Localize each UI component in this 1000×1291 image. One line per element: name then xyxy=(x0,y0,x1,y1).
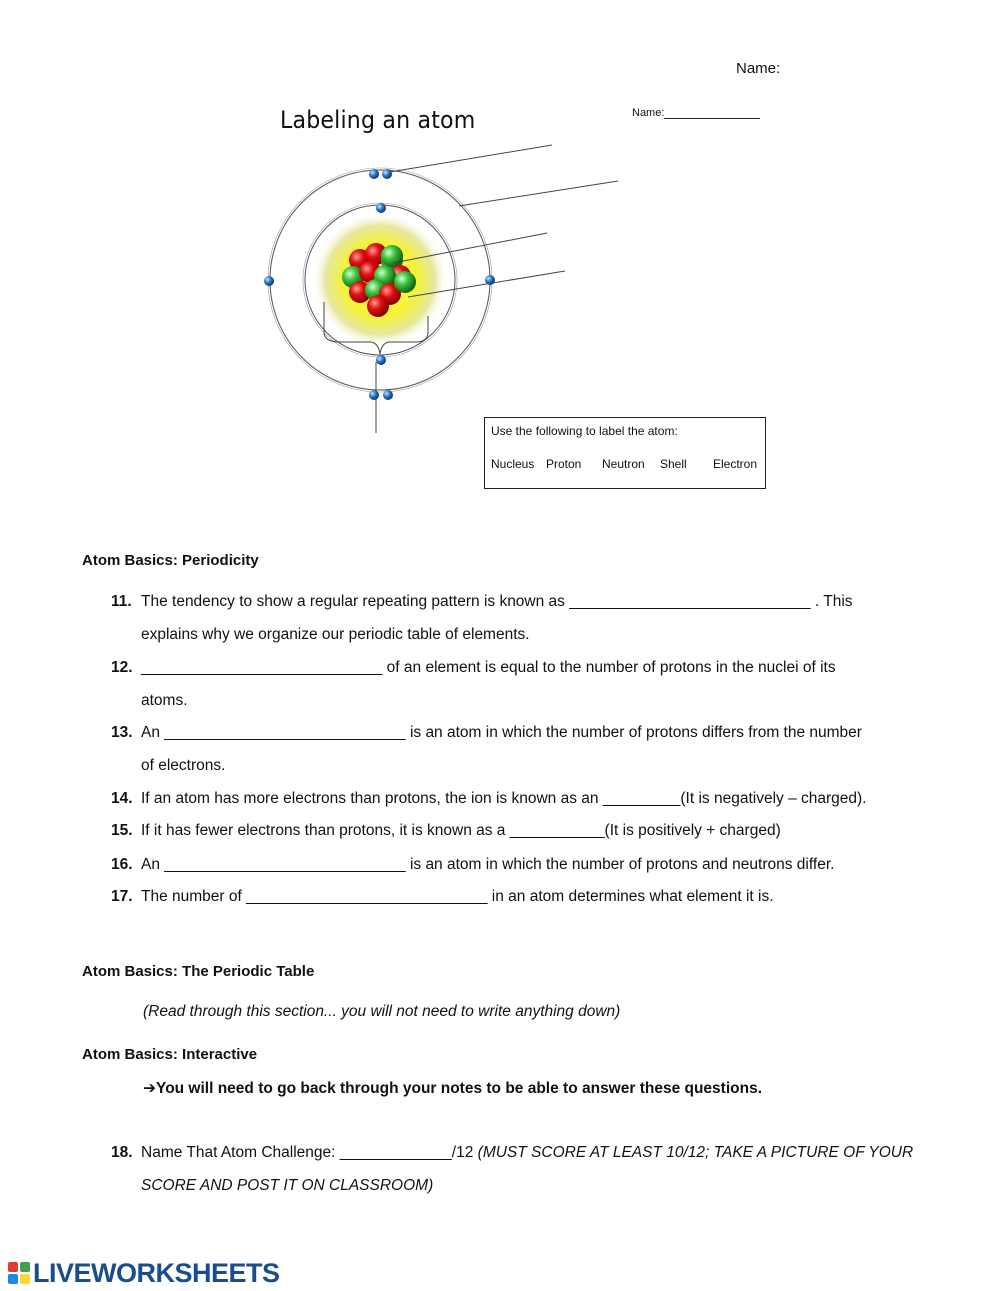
diagram-title: Labeling an atom xyxy=(280,106,476,134)
neutron xyxy=(394,271,416,293)
question-text-cont: explains why we organize our periodic table of elements. xyxy=(141,626,530,643)
question-text xyxy=(141,1144,913,1162)
term-proton: Proton xyxy=(546,457,582,471)
question-number: 14. xyxy=(111,790,133,807)
electron xyxy=(264,276,274,286)
logo-icon xyxy=(8,1262,30,1284)
question-18-text: Name That Atom Challenge: _____________/12 xyxy=(141,1144,478,1161)
diagram-name-label: Name: xyxy=(632,107,665,119)
question-text: An ____________________________ is an atom in which the number of protons differs from the number xyxy=(141,724,862,741)
section-heading-interactive: Atom Basics: Interactive xyxy=(82,1046,258,1063)
electron xyxy=(485,275,495,285)
term-neutron: Neutron xyxy=(602,457,645,471)
question-number: 13. xyxy=(111,724,133,741)
diagram-name-blank[interactable] xyxy=(664,108,760,119)
term-electron: Electron xyxy=(713,457,758,471)
electron xyxy=(382,169,392,179)
arrow-right-icon: ➔ xyxy=(143,1080,156,1097)
question-18-instruction: (MUST SCORE AT LEAST 10/12; TAKE A PICTURE OF YOUR xyxy=(477,1144,914,1161)
proton xyxy=(367,295,389,317)
question-text-cont: of electrons. xyxy=(141,757,226,774)
logo-text: LIVEWORKSHEETS xyxy=(33,1257,280,1288)
question-number: 16. xyxy=(111,856,133,873)
question-text: If an atom has more electrons than protons, the ion is known as an _________(It is negatively – charged). xyxy=(141,790,867,807)
pointer-line xyxy=(459,181,618,206)
question-text-cont: atoms. xyxy=(141,692,188,709)
question-text: An ____________________________ is an atom in which the number of protons and neutrons differ. xyxy=(141,856,835,873)
interactive-instruction-text: You will need to go back through your notes to be able to answer these questions. xyxy=(156,1080,763,1097)
question-text: The tendency to show a regular repeating pattern is known as ____________________________ . This xyxy=(141,593,853,610)
question-text: If it has fewer electrons than protons, it is known as a ___________(It is positively + charged) xyxy=(141,822,781,839)
interactive-instruction xyxy=(143,1079,762,1098)
question-number: 17. xyxy=(111,888,133,905)
label-word-bank xyxy=(484,417,766,489)
electron xyxy=(376,203,386,213)
electron xyxy=(369,390,379,400)
pointer-line xyxy=(390,145,552,172)
section-heading-periodicity: Atom Basics: Periodicity xyxy=(82,552,259,569)
atom-diagram xyxy=(250,130,630,440)
diagram-name-field xyxy=(632,107,760,119)
name-label: Name: xyxy=(736,60,781,77)
term-nucleus: Nucleus xyxy=(491,457,535,471)
question-number: 15. xyxy=(111,822,133,839)
neutron xyxy=(381,245,403,267)
liveworksheets-logo xyxy=(8,1258,280,1288)
electron xyxy=(376,355,386,365)
question-text: The number of ____________________________ in an atom determines what element it is. xyxy=(141,888,774,905)
word-bank-heading: Use the following to label the atom: xyxy=(491,424,678,438)
question-18-instruction-cont: SCORE AND POST IT ON CLASSROOM) xyxy=(141,1177,434,1194)
section-heading-periodic-table: Atom Basics: The Periodic Table xyxy=(82,963,315,980)
electron xyxy=(369,169,379,179)
question-text: ____________________________ of an element is equal to the number of protons in the nuclei of its xyxy=(141,659,836,676)
periodic-table-note: (Read through this section... you will not need to write anything down) xyxy=(143,1003,621,1020)
question-number: 18. xyxy=(111,1144,133,1161)
term-shell: Shell xyxy=(660,457,687,471)
question-number: 12. xyxy=(111,659,133,676)
question-number: 11. xyxy=(111,593,132,610)
electron xyxy=(383,390,393,400)
